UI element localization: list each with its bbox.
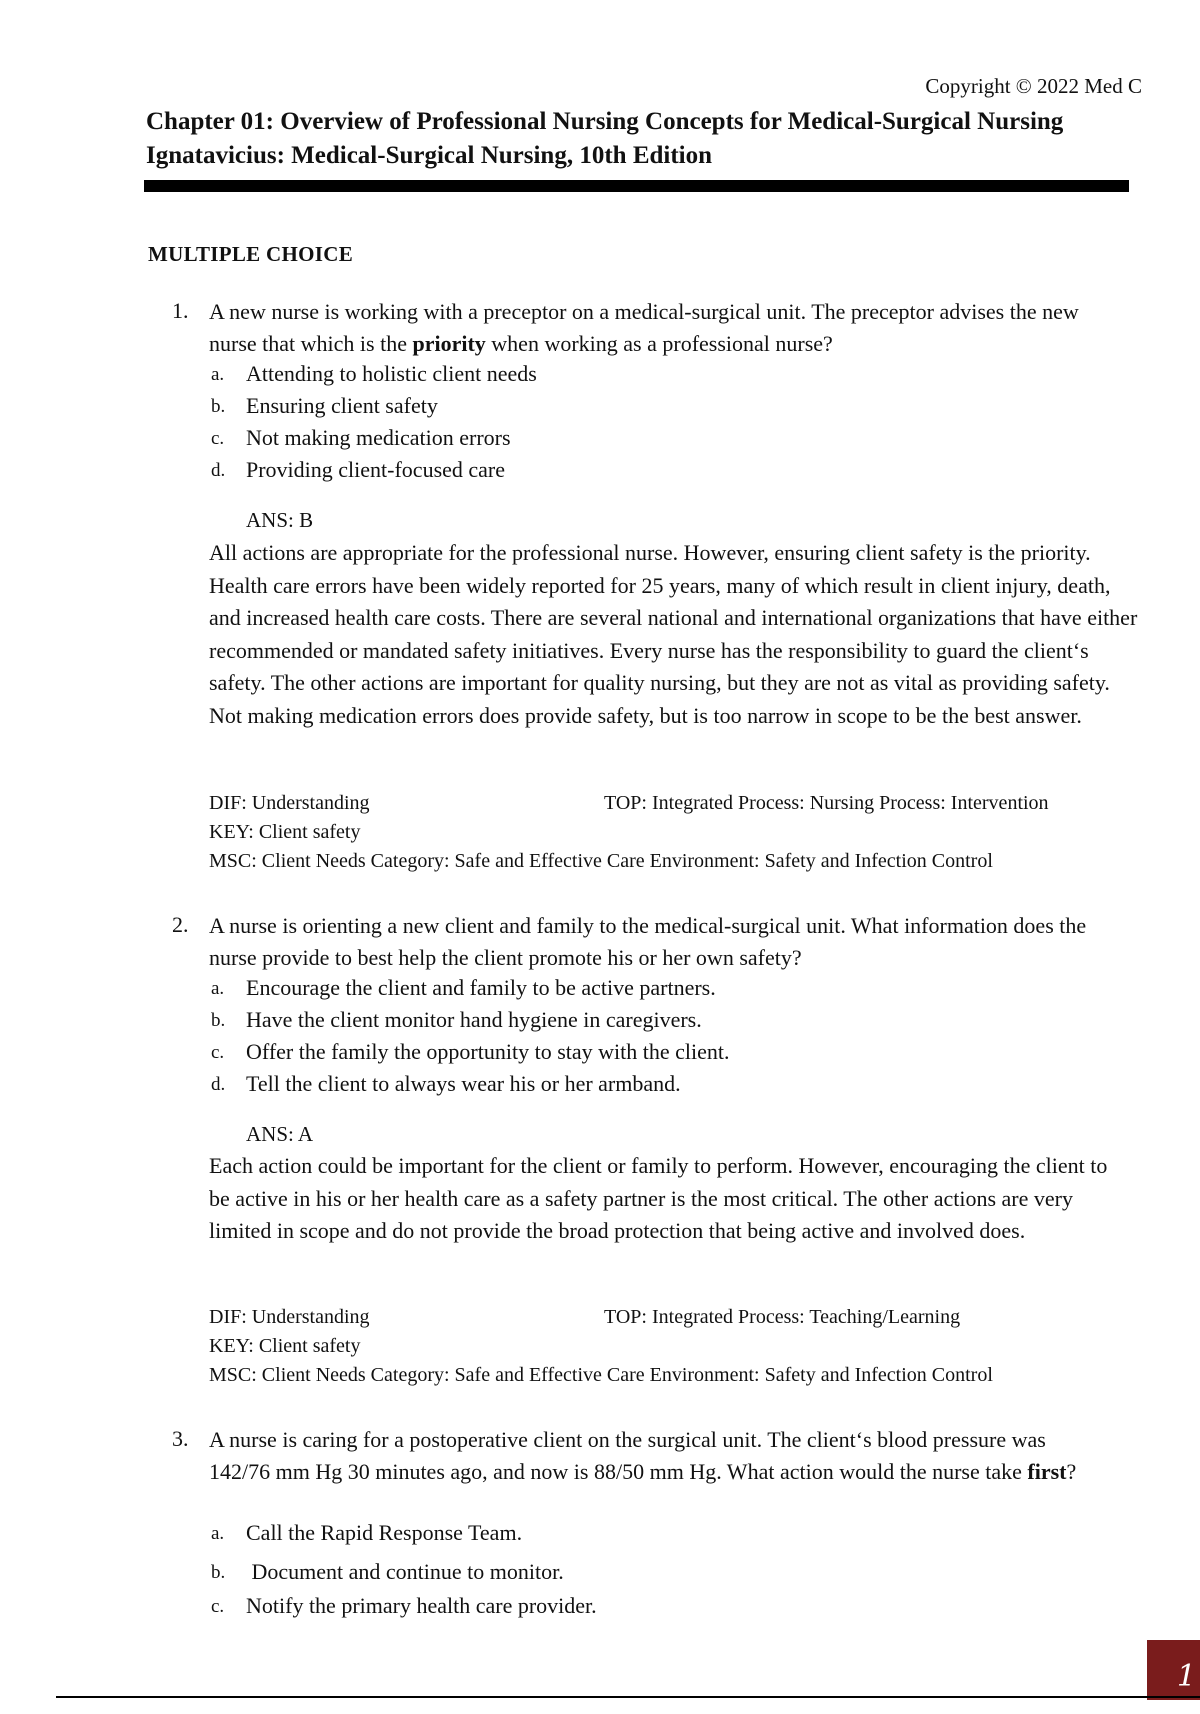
client-needs-category: MSC: Client Needs Category: Safe and Effective Care Environment: Safety and Infection Control — [209, 850, 993, 872]
option-text: Document and continue to monitor. — [246, 1559, 564, 1584]
stem-text: when working as a professional nurse? — [485, 331, 833, 356]
rationale: Each action could be important for the client or family to perform. However, encouraging the client to be active in his or her health care as a safety partner is the most critical. The other actions are very limited in scope and do not provide the broad protection that being active and involved does. — [209, 1153, 1108, 1243]
option-text: Notify the primary health care provider. — [246, 1593, 597, 1618]
page-number-badge: 1 — [1147, 1640, 1200, 1700]
option-letter: a. — [211, 978, 225, 999]
copyright-notice: Copyright © 2022 Med C — [925, 74, 1142, 98]
option-text: Encourage the client and family to be active partners. — [246, 975, 716, 1000]
option-letter: a. — [211, 1523, 225, 1544]
answer-key: ANS: A — [246, 1122, 314, 1146]
option-letter: b. — [211, 1010, 226, 1031]
header-rule — [144, 180, 1129, 192]
keyword: KEY: Client safety — [209, 1335, 361, 1357]
difficulty: DIF: Understanding — [209, 792, 370, 814]
option-text: Attending to holistic client needs — [246, 361, 537, 386]
stem-emphasis: priority — [412, 331, 486, 356]
option-letter: a. — [211, 364, 225, 385]
answer-key: ANS: B — [246, 508, 314, 532]
option-text: Tell the client to always wear his or her armband. — [246, 1071, 681, 1096]
stem-text: A new nurse is working with a preceptor on a medical-surgical unit. The preceptor advises the new nurse that which is the — [209, 299, 1079, 356]
option-text: Call the Rapid Response Team. — [246, 1520, 523, 1545]
option-letter: d. — [211, 1074, 226, 1095]
question-stem — [209, 1424, 1109, 1488]
option-letter: b. — [211, 396, 226, 417]
client-needs-category: MSC: Client Needs Category: Safe and Effective Care Environment: Safety and Infection Control — [209, 1364, 993, 1386]
topic: TOP: Integrated Process: Teaching/Learning — [604, 1306, 961, 1328]
question-stem: A nurse is orienting a new client and family to the medical-surgical unit. What information does the nurse provide to best help the client promote his or her own safety? — [209, 913, 1087, 970]
option-letter: d. — [211, 460, 226, 481]
option-text: Ensuring client safety — [246, 393, 438, 418]
question-stem — [209, 296, 1129, 360]
option-letter: c. — [211, 1596, 225, 1617]
book-title: Ignatavicius: Medical-Surgical Nursing, 10th Edition — [146, 142, 713, 169]
stem-text: ? — [1066, 1459, 1077, 1484]
option-text: Providing client-focused care — [246, 457, 506, 482]
question-number: 1. — [172, 298, 189, 323]
section-heading: MULTIPLE CHOICE — [148, 242, 354, 266]
option-letter: c. — [211, 428, 225, 449]
option-text: Not making medication errors — [246, 425, 511, 450]
difficulty: DIF: Understanding — [209, 1306, 370, 1328]
footer-rule — [56, 1696, 1200, 1698]
stem-emphasis: first — [1027, 1459, 1067, 1484]
question-number: 3. — [172, 1426, 189, 1451]
option-text: Have the client monitor hand hygiene in caregivers. — [246, 1007, 702, 1032]
option-letter: b. — [211, 1562, 226, 1583]
topic: TOP: Integrated Process: Nursing Process: Intervention — [604, 792, 1049, 814]
keyword: KEY: Client safety — [209, 821, 361, 843]
stem-text: A nurse is caring for a postoperative client on the surgical unit. The client‘s blood pressure was 142/76 mm Hg 30 minutes ago, and now is 88/50 mm Hg. What action would the nurse take — [209, 1427, 1046, 1484]
chapter-title: Chapter 01: Overview of Professional Nursing Concepts for Medical-Surgical Nursing — [146, 108, 1064, 135]
option-letter: c. — [211, 1042, 225, 1063]
question-number: 2. — [172, 912, 189, 937]
option-text: Offer the family the opportunity to stay with the client. — [246, 1039, 730, 1064]
rationale: All actions are appropriate for the professional nurse. However, ensuring client safety is the priority. Health care errors have been widely reported for 25 years, many of which result in client injury, death, and increased health care costs. There are several national and international organizations that have either recommended or mandated safety initiatives. Every nurse has the responsibility to guard the client‘s safety. The other actions are important for quality nursing, but they are not as vital as providing safety. Not making medication errors does provide safety, but is too narrow in scope to be the best answer. — [209, 540, 1138, 728]
